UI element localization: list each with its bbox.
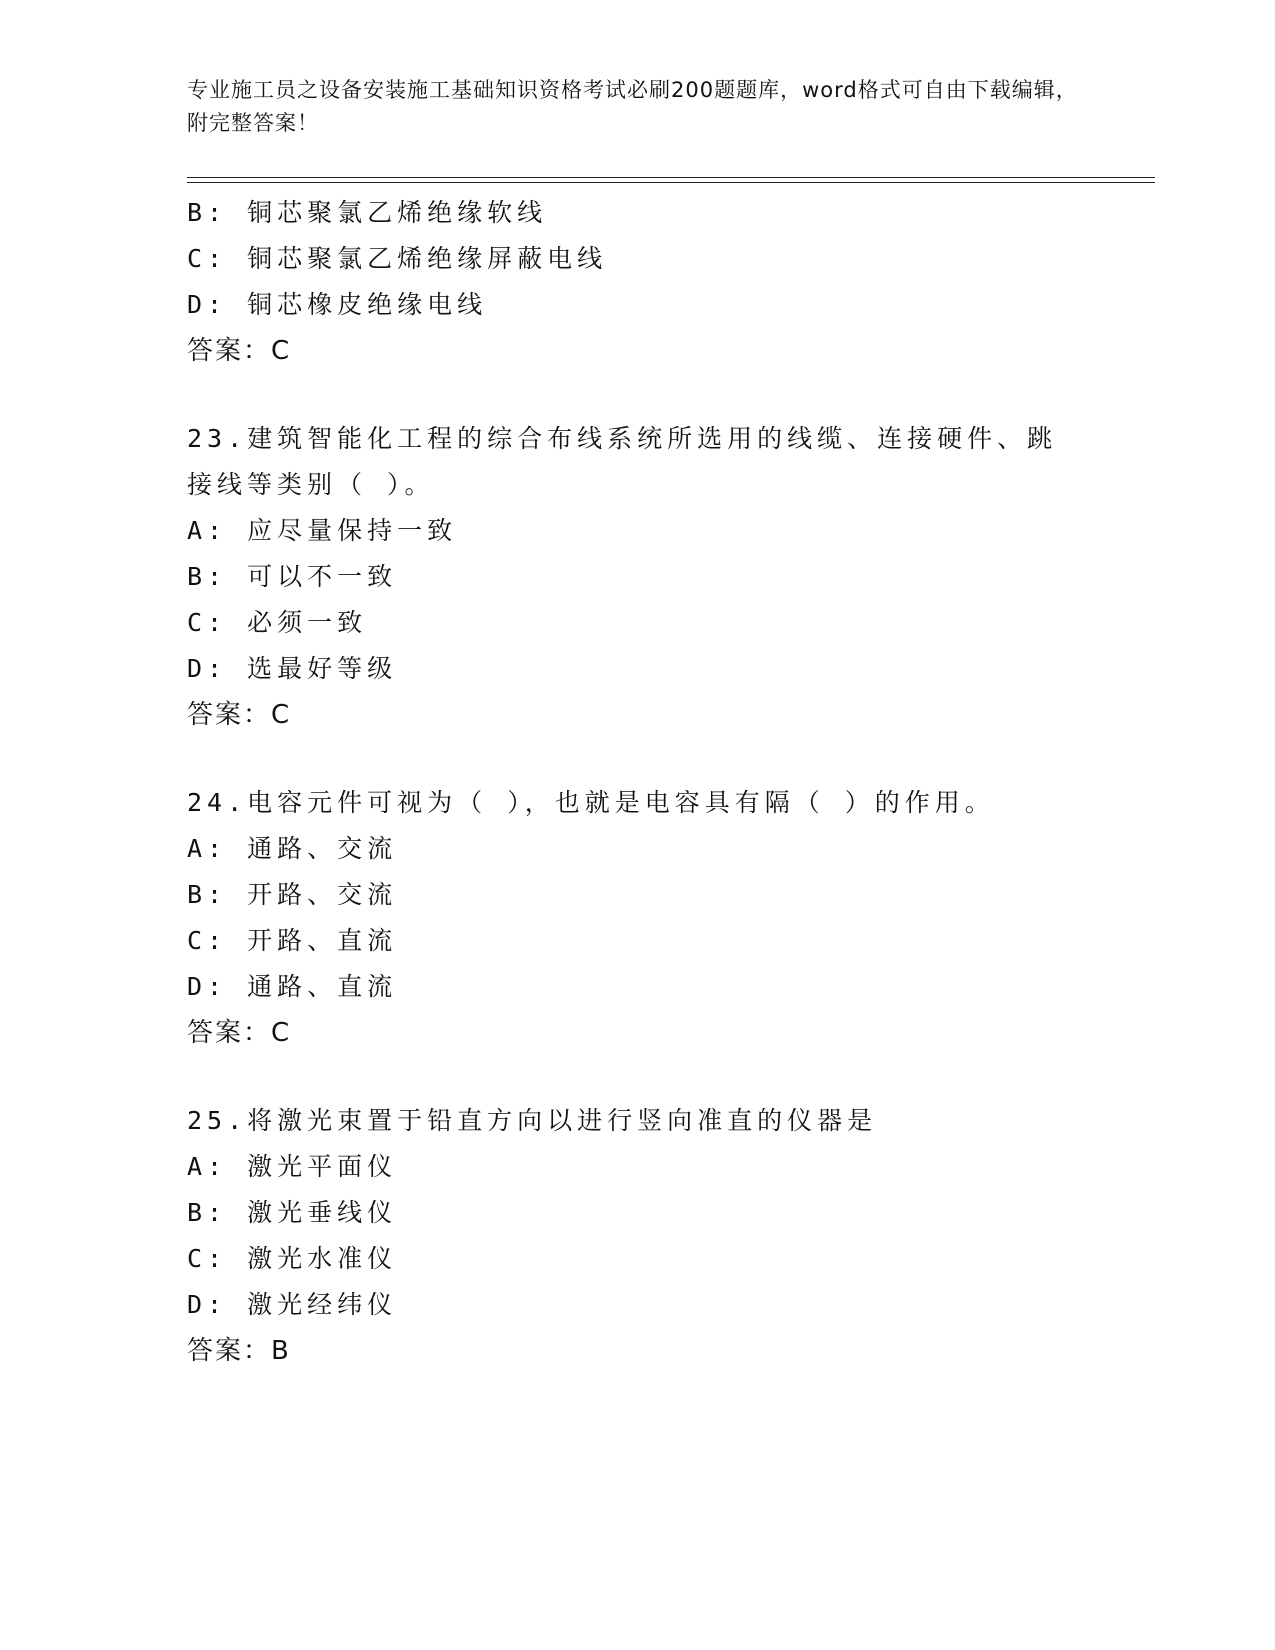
option-d: D: 激光经纬仪 (187, 1290, 398, 1319)
option-c: C: 开路、直流 (187, 926, 398, 955)
answer-line: 答案：B (187, 1336, 291, 1366)
option-b: B: 开路、交流 (187, 880, 398, 909)
option-a: A: 应尽量保持一致 (187, 516, 458, 545)
option-a: A: 激光平面仪 (187, 1152, 398, 1181)
option-d: D: 选最好等级 (187, 654, 398, 683)
answer-line: 答案：C (187, 700, 292, 730)
option-a: A: 通路、交流 (187, 834, 398, 863)
header-divider-top (187, 177, 1155, 178)
answer-line: 答案：C (187, 1018, 292, 1048)
option-d: D: 铜芯橡皮绝缘电线 (187, 290, 488, 319)
question-block-24 (187, 780, 1087, 1056)
option-c: C: 铜芯聚氯乙烯绝缘屏蔽电线 (187, 244, 608, 273)
question-stem: 24.电容元件可视为（ ），也就是电容具有隔（ ）的作用。 (187, 788, 995, 817)
question-block-22 (187, 190, 1087, 374)
question-block-23 (187, 416, 1087, 738)
option-c: C: 必须一致 (187, 608, 368, 637)
answer-line: 答案：C (187, 336, 292, 366)
option-b: B: 激光垂线仪 (187, 1198, 398, 1227)
option-b: B: 铜芯聚氯乙烯绝缘软线 (187, 198, 548, 227)
option-c: C: 激光水准仪 (187, 1244, 398, 1273)
question-list (187, 190, 1087, 1374)
question-stem: 25.将激光束置于铅直方向以进行竖向准直的仪器是 (187, 1106, 878, 1135)
option-b: B: 可以不一致 (187, 562, 398, 591)
question-block-25 (187, 1098, 1087, 1374)
document-header: 专业施工员之设备安装施工基础知识资格考试必刷200题题库，word格式可自由下载编辑，附完整答案！ (187, 78, 1078, 135)
header-divider-bottom (187, 182, 1155, 183)
option-d: D: 通路、直流 (187, 972, 398, 1001)
question-stem: 23.建筑智能化工程的综合布线系统所选用的线缆、连接硬件、跳接线等类别（ ）。 (187, 424, 1058, 499)
